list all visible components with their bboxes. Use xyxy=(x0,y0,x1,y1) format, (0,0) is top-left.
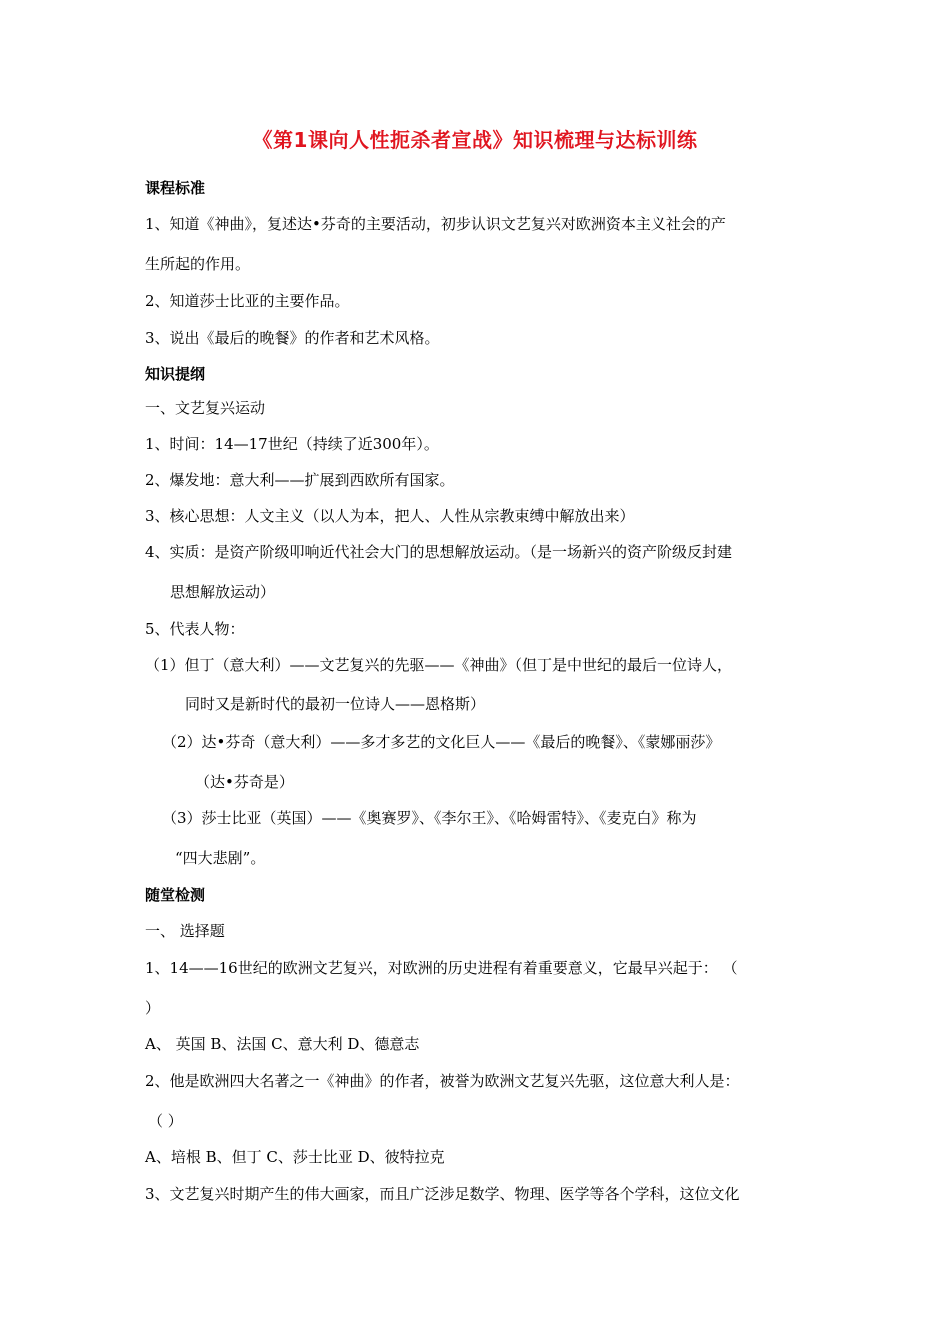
quiz-line: 2、他是欧洲四大名著之一《神曲》的作者，被誉为欧洲文艺复兴先驱，这位意大利人是： xyxy=(145,1072,740,1090)
document-title: 《第1课向人性扼杀者宣战》知识梳理与达标训练 xyxy=(252,128,698,152)
quiz-line: ） xyxy=(145,999,161,1017)
outline-line: 3、核心思想：人文主义（以人为本，把人、人性从宗教束缚中解放出来） xyxy=(145,507,635,525)
outline-line: 5、代表人物： xyxy=(145,620,245,638)
outline-line: 同时又是新时代的最初一位诗人——恩格斯） xyxy=(185,695,486,713)
outline-line: （3）莎士比亚（英国）——《奥赛罗》、《李尔王》、《哈姆雷特》、《麦克白》称为 xyxy=(162,809,697,827)
outline-line: 4、实质：是资产阶级叩响近代社会大门的思想解放运动。（是一场新兴的资产阶级反封建 xyxy=(145,543,733,561)
outline-line: （达•芬奇是） xyxy=(195,773,294,791)
curriculum-item-3: 3、说出《最后的晚餐》的作者和艺术风格。 xyxy=(145,329,440,347)
section-heading-quiz: 随堂检测 xyxy=(145,886,206,904)
outline-line: 1、时间：14—17世纪（持续了近300年）。 xyxy=(145,435,439,453)
outline-line: “四大悲剧”。 xyxy=(175,849,266,867)
outline-line: （1）但丁（意大利）——文艺复兴的先驱——《神曲》（但丁是中世纪的最后一位诗人， xyxy=(145,656,733,674)
curriculum-item-1: 1、知道《神曲》，复述达•芬奇的主要活动，初步认识文艺复兴对欧洲资本主义社会的产 xyxy=(145,215,726,233)
outline-line: 一、文艺复兴运动 xyxy=(145,399,266,417)
curriculum-item-1-cont: 生所起的作用。 xyxy=(145,255,251,273)
quiz-line: A、 英国 B、法国 C、意大利 D、德意志 xyxy=(145,1035,420,1053)
curriculum-item-2: 2、知道莎士比亚的主要作品。 xyxy=(145,292,350,310)
outline-line: 2、爆发地：意大利——扩展到西欧所有国家。 xyxy=(145,471,455,489)
section-heading-outline: 知识提纲 xyxy=(145,365,206,383)
outline-line: 思想解放运动） xyxy=(170,583,276,601)
outline-line: （2）达•芬奇（意大利）——多才多艺的文化巨人——《最后的晚餐》、《蒙娜丽莎》 xyxy=(162,733,721,751)
quiz-line: 1、14——16世纪的欧洲文艺复兴，对欧洲的历史进程有着重要意义，它最早兴起于： （ xyxy=(145,959,738,977)
quiz-line: （ ） xyxy=(148,1112,183,1130)
quiz-line: A、培根 B、但丁 C、莎士比亚 D、彼特拉克 xyxy=(145,1148,445,1166)
quiz-line: 一、 选择题 xyxy=(145,922,225,940)
quiz-line: 3、文艺复兴时期产生的伟大画家，而且广泛涉足数学、物理、医学等各个学科，这位文化 xyxy=(145,1185,740,1203)
section-heading-curriculum: 课程标准 xyxy=(145,179,206,197)
